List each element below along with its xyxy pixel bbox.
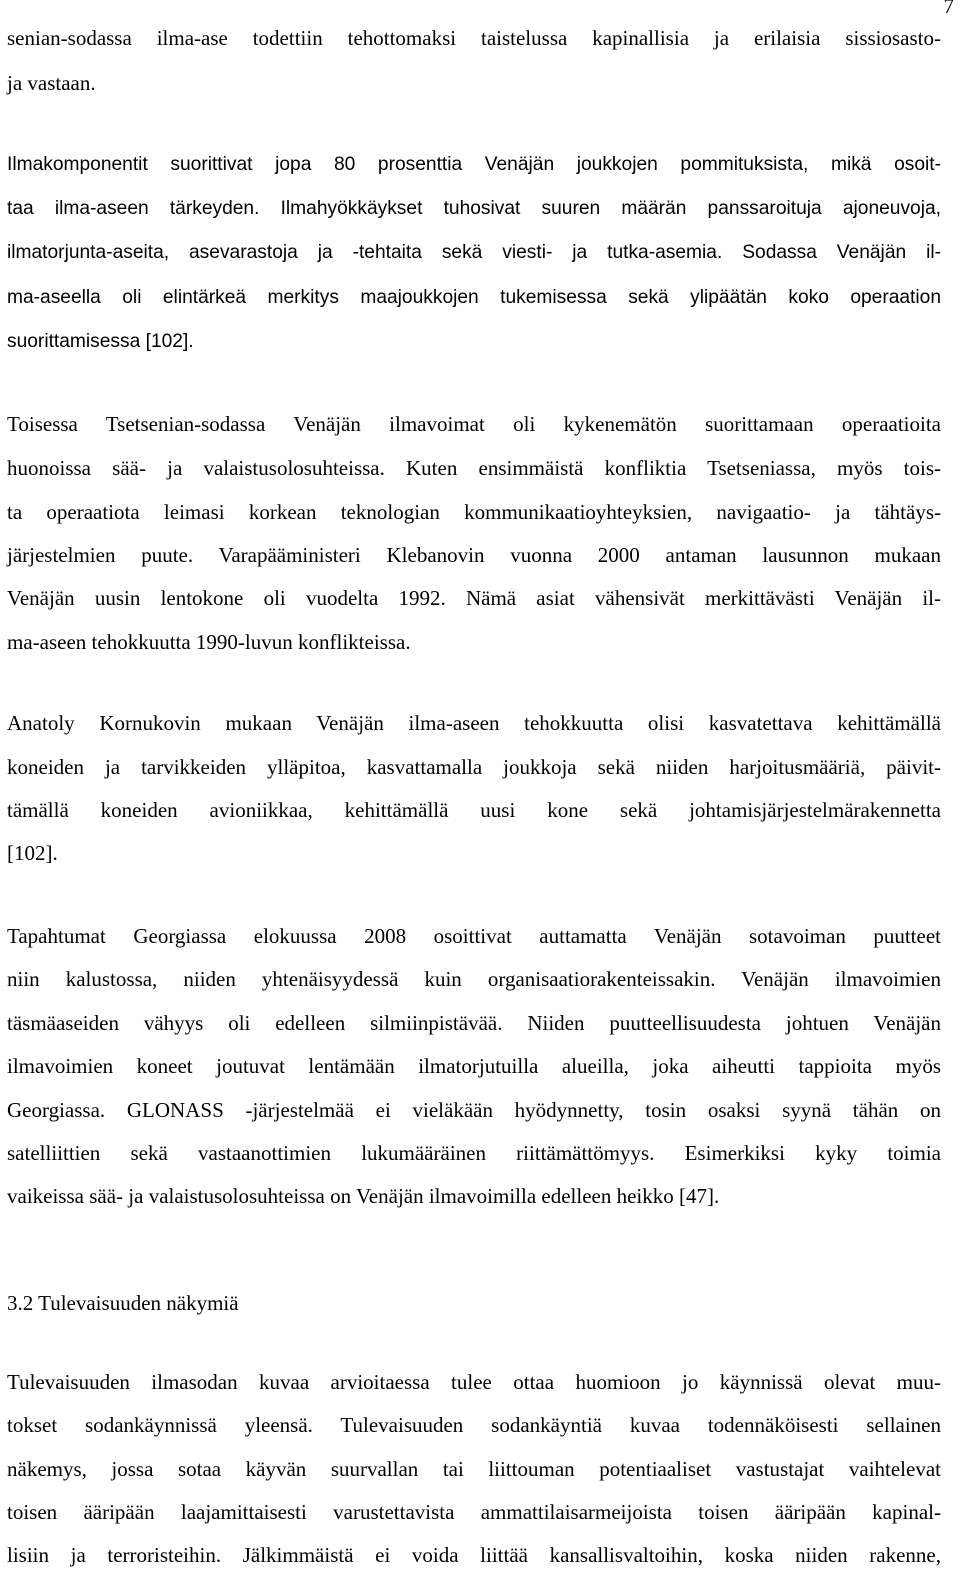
text-line: Tulevaisuuden ilmasodan kuvaa arvioitaessa tulee ottaa huomioon jo käynnissä olevat muu- bbox=[7, 1370, 941, 1394]
text-line: senian-sodassa ilma-ase todettiin tehottomaksi taistelussa kapinallisia ja erilaisia sissiosasto- bbox=[7, 26, 941, 50]
text-line: Tapahtumat Georgiassa elokuussa 2008 osoittivat auttamatta Venäjän sotavoiman puutteet bbox=[7, 924, 941, 948]
page-number: 7 bbox=[943, 0, 954, 18]
text-line: huonoissa sää- ja valaistusolosuhteissa. Kuten ensimmäistä konfliktia Tsetseniassa, myös tois- bbox=[7, 456, 941, 480]
text-line: ilmavoimien koneet joutuvat lentämään ilmatorjutuilla alueilla, joka aiheutti tappioita myös bbox=[7, 1054, 941, 1078]
text-line: näkemys, jossa sotaa käyvän suurvallan tai liittouman potentiaaliset vastustajat vaihtelevat bbox=[7, 1457, 941, 1481]
text-line: Anatoly Kornukovin mukaan Venäjän ilma-aseen tehokkuutta olisi kasvatettava kehittämällä bbox=[7, 711, 941, 735]
text-line: Toisessa Tsetsenian-sodassa Venäjän ilmavoimat oli kykenemätön suorittamaan operaatioita bbox=[7, 412, 941, 436]
text-line: ja vastaan. bbox=[7, 71, 96, 95]
text-line: ilmatorjunta-aseita, asevarastoja ja -tehtaita sekä viesti- ja tutka-asemia. Sodassa Venäjän il- bbox=[7, 242, 941, 263]
text-line: tokset sodankäynnissä yleensä. Tulevaisuuden sodankäyntiä kuvaa todennäköisesti sellainen bbox=[7, 1413, 941, 1437]
text-line: koneiden ja tarvikkeiden ylläpitoa, kasvattamalla joukkoja sekä niiden harjoitusmääriä, päivit- bbox=[7, 755, 941, 779]
text-line: vaikeissa sää- ja valaistusolosuhteissa on Venäjän ilmavoimilla edelleen heikko [47]. bbox=[7, 1184, 720, 1208]
text-line: satelliittien sekä vastaanottimien lukumääräinen riittämättömyys. Esimerkiksi kyky toimia bbox=[7, 1141, 941, 1165]
text-line: täsmäaseiden vähyys oli edelleen silmiinpistävää. Niiden puutteellisuudesta johtuen Venäjän bbox=[7, 1011, 941, 1035]
text-line: Georgiassa. GLONASS -järjestelmää ei vieläkään hyödynnetty, tosin osaksi syynä tähän on bbox=[7, 1098, 941, 1122]
text-line: Venäjän uusin lentokone oli vuodelta 1992. Nämä asiat vähensivät merkittävästi Venäjän il- bbox=[7, 586, 941, 610]
text-line: taa ilma-aseen tärkeyden. Ilmahyökkäykset tuhosivat suuren määrän panssaroituja ajoneuvoja, bbox=[7, 198, 941, 219]
text-line: [102]. bbox=[7, 841, 58, 865]
text-line: ta operaatiota leimasi korkean teknologian kommunikaatioyhteyksien, navigaatio- ja tähtäys- bbox=[7, 500, 941, 524]
text-line: suorittamisessa [102]. bbox=[7, 331, 194, 352]
text-line: niin kalustossa, niiden yhtenäisyydessä kuin organisaatiorakenteissakin. Venäjän ilmavoimien bbox=[7, 967, 941, 991]
text-line: järjestelmien puute. Varapääministeri Klebanovin vuonna 2000 antaman lausunnon mukaan bbox=[7, 543, 941, 567]
text-line: ma-aseen tehokkuutta 1990-luvun konflikteissa. bbox=[7, 630, 411, 654]
text-line: toisen ääripään laajamittaisesti varustettavista ammattilaisarmeijoista toisen ääripään kapinal- bbox=[7, 1500, 941, 1524]
text-line: Ilmakomponentit suorittivat jopa 80 prosenttia Venäjän joukkojen pommituksista, mikä osoit- bbox=[7, 154, 941, 175]
section-heading: 3.2 Tulevaisuuden näkymiä bbox=[7, 1291, 239, 1315]
text-line: tämällä koneiden avioniikkaa, kehittämällä uusi kone sekä johtamisjärjestelmärakennetta bbox=[7, 798, 941, 822]
text-line: lisiin ja terroristeihin. Jälkimmäistä ei voida liittää kansallisvaltoihin, koska niiden rakenne, bbox=[7, 1543, 941, 1567]
text-line: ma-aseella oli elintärkeä merkitys maajoukkojen tukemisessa sekä ylipäätän koko operaation bbox=[7, 287, 941, 308]
